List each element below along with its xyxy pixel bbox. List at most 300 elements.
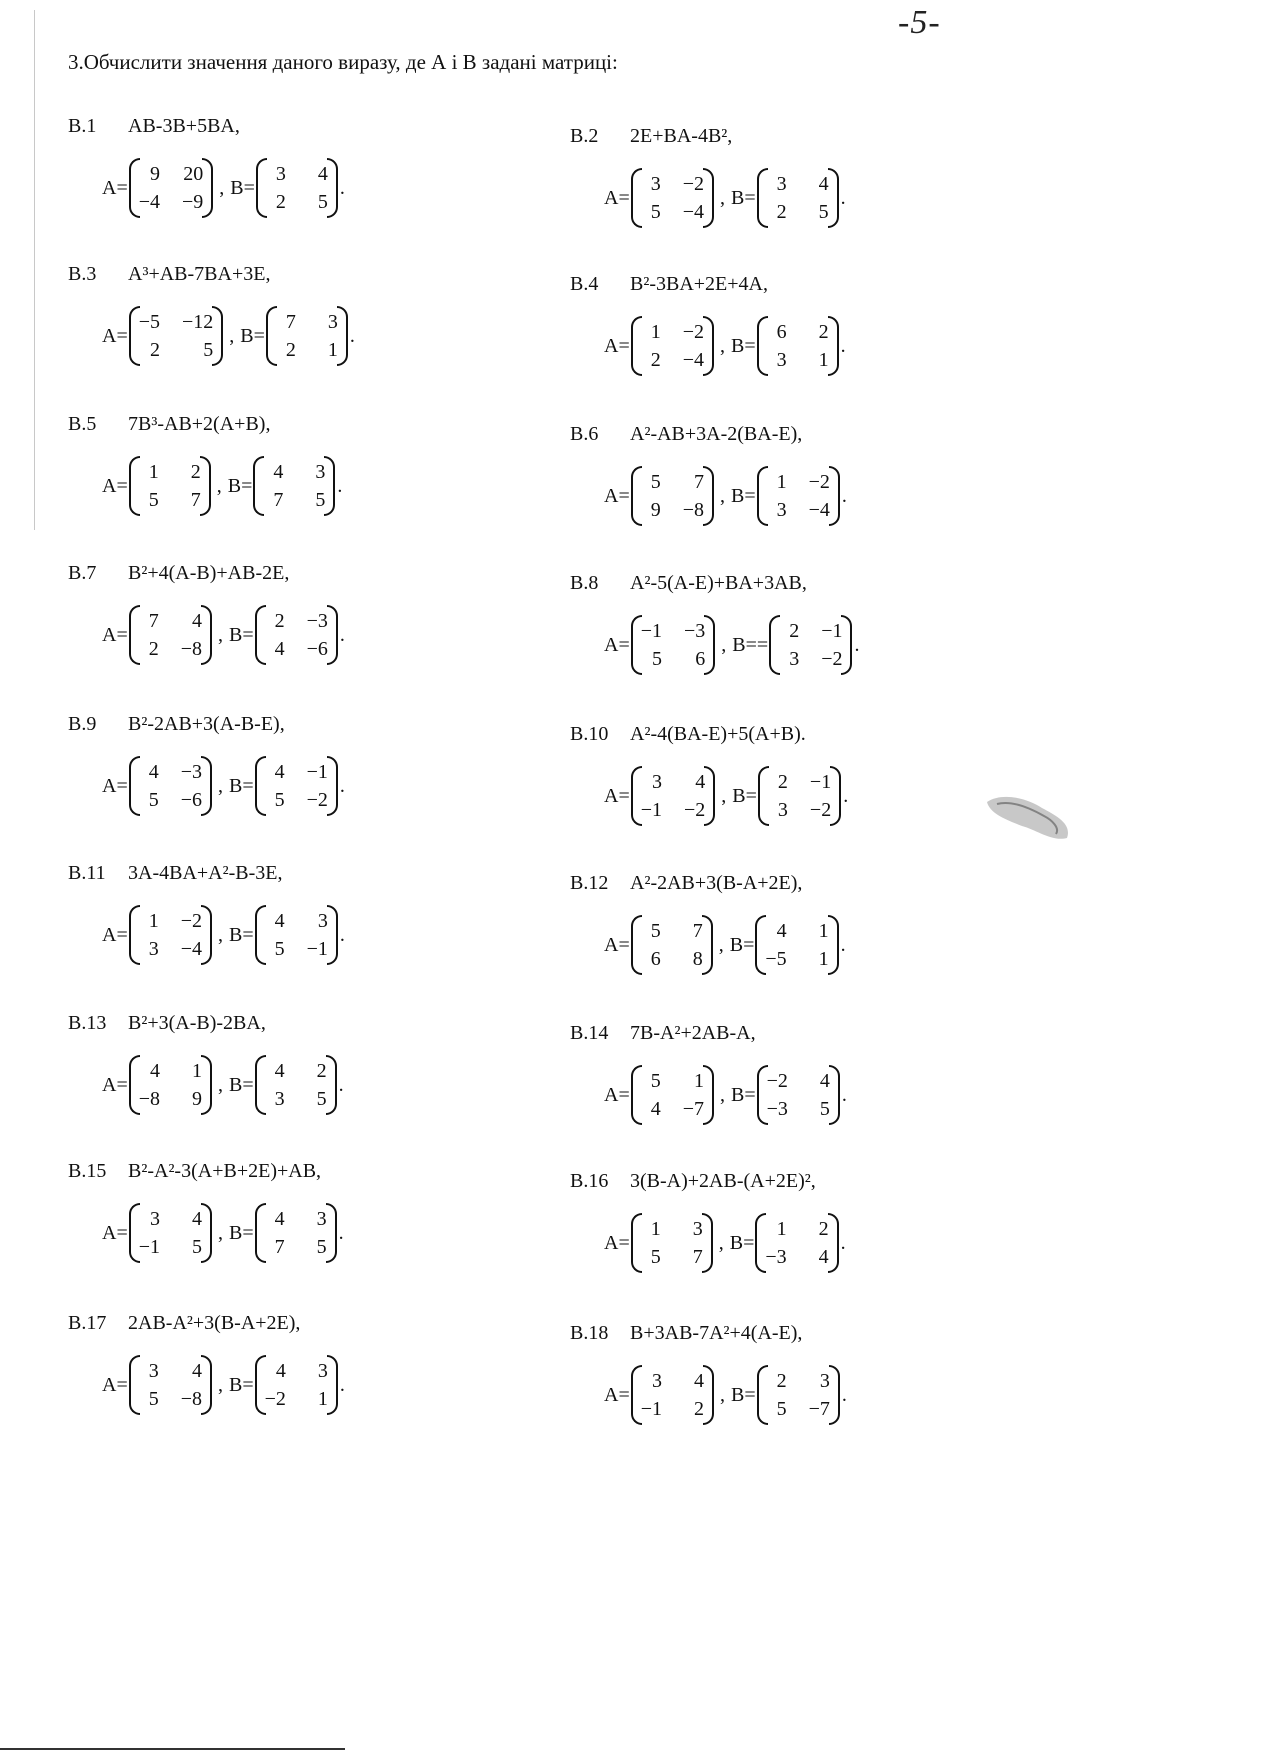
matrix-b — [266, 306, 348, 366]
matrix-cell: −1 — [640, 799, 663, 821]
variant — [68, 562, 548, 665]
variant-title — [68, 263, 548, 286]
comma: , — [720, 334, 726, 357]
variant-label: В.2 — [570, 125, 599, 147]
matrix-cell: 5 — [652, 648, 663, 670]
matrix-b-label: B= — [731, 1083, 756, 1106]
matrix-a-label: A= — [604, 1083, 630, 1106]
matrix-cell: 1 — [818, 948, 829, 970]
matrix-cell: 4 — [150, 1060, 161, 1082]
variant-matrices — [102, 905, 548, 965]
matrix-cell: 4 — [274, 1208, 285, 1230]
matrix-cell: 3 — [776, 499, 787, 521]
matrix-b — [757, 316, 839, 376]
matrix-cell: 9 — [192, 1088, 203, 1110]
matrix-cell: −2 — [684, 799, 706, 821]
matrix-a — [631, 1365, 714, 1425]
variant-matrices — [604, 1065, 1050, 1125]
matrix-a-label: A= — [102, 1221, 128, 1244]
matrix-cell: 5 — [650, 1070, 661, 1092]
matrix-cell: 1 — [192, 1060, 203, 1082]
end-period: . — [840, 1231, 846, 1254]
matrix-cell: 1 — [818, 920, 829, 942]
variant-expression: A³+AB-7BA+3E, — [128, 263, 271, 285]
matrix-cell: 2 — [316, 1060, 327, 1082]
variant-label: В.8 — [570, 572, 599, 594]
end-period: . — [339, 176, 345, 199]
matrix-cell: 5 — [274, 938, 285, 960]
matrix-a — [631, 766, 716, 826]
variant — [68, 713, 548, 816]
matrix-cell: −1 — [306, 761, 328, 783]
matrix-cell: 1 — [694, 1070, 705, 1092]
matrix-cell: 3 — [316, 1208, 327, 1230]
matrix-cell: 2 — [148, 638, 159, 660]
matrix-cell: 2 — [694, 1398, 705, 1420]
matrix-cell: 4 — [148, 761, 159, 783]
matrix-cell: 3 — [652, 1370, 663, 1392]
matrix-cell: −2 — [766, 1070, 788, 1092]
end-period: . — [841, 1083, 847, 1106]
matrix-cell: 5 — [650, 471, 661, 493]
matrix-a — [631, 466, 714, 526]
matrix-cell: 1 — [327, 339, 338, 361]
variant-label: В.11 — [68, 862, 106, 884]
matrix-cell: 9 — [650, 499, 661, 521]
matrix-b-label: B= — [729, 1231, 755, 1254]
comma: , — [216, 474, 222, 497]
matrix-cell: 2 — [818, 321, 829, 343]
variant-expression: A²-2AB+3(B-A+2E), — [630, 872, 803, 894]
end-period: . — [840, 334, 846, 357]
matrix-a-label: A= — [102, 1373, 128, 1396]
variant-expression: B²+4(A-B)+AB-2E, — [128, 562, 290, 584]
variant-expression: A²-AB+3A-2(BA-E), — [630, 423, 803, 445]
variant — [570, 572, 1050, 675]
end-period: . — [339, 623, 345, 646]
matrix-cell: 4 — [819, 1070, 830, 1092]
matrix-cell: 3 — [776, 173, 787, 195]
comma: , — [720, 186, 726, 209]
matrix-cell: 5 — [317, 191, 328, 213]
matrix-a-label: A= — [102, 923, 128, 946]
variant-title — [570, 273, 1050, 296]
matrix-cell: 5 — [315, 489, 326, 511]
variant-title — [68, 1012, 548, 1035]
matrix-cell: 4 — [275, 1360, 286, 1382]
variant-label: В.1 — [68, 115, 97, 137]
variant-label: В.10 — [570, 723, 609, 745]
matrix-cell: 4 — [274, 1060, 285, 1082]
matrix-cell: 1 — [650, 321, 661, 343]
matrix-b-label: B= — [732, 784, 757, 807]
end-period: . — [843, 784, 849, 807]
variant-title — [570, 1170, 1050, 1193]
variant-matrices — [102, 605, 548, 665]
variant-matrices — [604, 915, 1050, 975]
matrix-cell: −3 — [766, 1098, 788, 1120]
matrix-b-label: B= — [229, 774, 254, 797]
matrix-a-label: A= — [604, 633, 630, 656]
comma: , — [218, 1373, 224, 1396]
comma: , — [218, 774, 224, 797]
end-period: . — [338, 1073, 344, 1096]
end-period: . — [841, 1383, 847, 1406]
matrix-b-label: B= — [731, 186, 756, 209]
matrix-cell: −1 — [809, 771, 832, 793]
matrix-cell: 3 — [274, 1088, 285, 1110]
comma: , — [718, 933, 724, 956]
matrix-cell: 3 — [650, 173, 661, 195]
matrix-cell: 4 — [274, 638, 285, 660]
variant — [68, 115, 548, 218]
task-heading: 3.Обчислити значення даного виразу, де А і В задані матриці: — [68, 50, 618, 74]
matrix-cell: 5 — [148, 1388, 159, 1410]
variant-matrices — [102, 1055, 548, 1115]
matrix-a — [129, 1203, 212, 1263]
matrix-cell: 3 — [148, 938, 159, 960]
matrix-a-label: A= — [604, 1383, 630, 1406]
matrix-cell: 3 — [776, 349, 787, 371]
matrix-a-label: A= — [604, 186, 630, 209]
matrix-cell: 7 — [273, 489, 284, 511]
variant-expression: 7B³-AB+2(A+B), — [128, 413, 271, 435]
variant-expression: 2E+BA-4B², — [630, 125, 733, 147]
matrix-cell: −2 — [306, 789, 328, 811]
variant — [68, 862, 548, 965]
comma: , — [720, 1383, 726, 1406]
matrix-cell: 4 — [694, 1370, 705, 1392]
variant-expression: B²-3BA+2E+4A, — [630, 273, 768, 295]
matrix-b-label: B= — [230, 176, 255, 199]
matrix-cell: 3 — [315, 461, 326, 483]
variant — [570, 125, 1050, 228]
matrix-cell: −1 — [821, 620, 843, 642]
variant-title — [570, 872, 1050, 895]
matrix-cell: 5 — [650, 1246, 661, 1268]
matrix-cell: −3 — [765, 1246, 787, 1268]
matrix-cell: 1 — [148, 910, 159, 932]
matrix-cell: −2 — [808, 471, 830, 493]
matrix-b — [755, 1213, 838, 1273]
matrix-cell: 3 — [275, 163, 286, 185]
matrix-cell: 3 — [819, 1370, 830, 1392]
matrix-cell: −5 — [765, 948, 787, 970]
matrix-cell: 7 — [692, 1246, 703, 1268]
matrix-cell: 2 — [274, 610, 285, 632]
matrix-a — [129, 905, 212, 965]
variant — [68, 413, 548, 516]
matrix-cell: 3 — [327, 311, 338, 333]
variant-expression: B²+3(A-B)-2BA, — [128, 1012, 266, 1034]
matrix-cell: 4 — [650, 1098, 661, 1120]
matrix-cell: 2 — [275, 191, 286, 213]
matrix-b-label: B= — [229, 623, 254, 646]
matrix-cell: −3 — [306, 610, 328, 632]
matrix-cell: 3 — [652, 771, 663, 793]
matrix-a — [129, 456, 211, 516]
matrix-cell: 4 — [273, 461, 284, 483]
comma: , — [720, 484, 726, 507]
matrix-cell: −8 — [180, 638, 203, 660]
matrix-cell: 5 — [192, 1236, 203, 1258]
matrix-b — [255, 605, 338, 665]
variant-label: В.13 — [68, 1012, 107, 1034]
matrix-a — [631, 1213, 713, 1273]
matrix-cell: 5 — [776, 1398, 787, 1420]
variant-title — [570, 1322, 1050, 1345]
variant-title — [68, 562, 548, 585]
matrix-a — [631, 1065, 714, 1125]
variant-expression: 2AB-A²+3(B-A+2E), — [128, 1312, 301, 1334]
matrix-cell: 20 — [183, 163, 204, 185]
matrix-cell: 6 — [776, 321, 787, 343]
variant-label: В.6 — [570, 423, 599, 445]
matrix-cell: 1 — [650, 1218, 661, 1240]
end-period: . — [339, 1373, 345, 1396]
matrix-cell: −2 — [180, 910, 203, 932]
matrix-cell: −4 — [682, 201, 705, 223]
matrix-cell: −6 — [180, 789, 203, 811]
matrix-a-label: A= — [102, 1073, 128, 1096]
variant-label: В.3 — [68, 263, 97, 285]
matrix-b-label: B= — [731, 334, 756, 357]
variant-expression: A²-4(BA-E)+5(A+B). — [630, 723, 806, 745]
comma: , — [721, 784, 727, 807]
matrix-cell: 7 — [285, 311, 296, 333]
variant — [570, 1022, 1050, 1125]
variant-title — [68, 1312, 548, 1335]
matrix-b-label: B= — [240, 324, 265, 347]
matrix-cell: 8 — [692, 948, 703, 970]
end-period: . — [854, 633, 860, 656]
matrix-b — [757, 1065, 840, 1125]
matrix-cell: 3 — [692, 1218, 703, 1240]
variant-label: В.5 — [68, 413, 97, 435]
matrix-cell: −4 — [808, 499, 830, 521]
matrix-cell: −2 — [264, 1388, 286, 1410]
matrix-cell: −4 — [682, 349, 705, 371]
variant-expression: B²-A²-3(A+B+2E)+AB, — [128, 1160, 322, 1182]
matrix-cell: −12 — [182, 311, 214, 333]
variant-expression: B+3AB-7A²+4(A-E), — [630, 1322, 803, 1344]
variant-expression: 7B-A²+2AB-A, — [630, 1022, 756, 1044]
matrix-a — [129, 756, 212, 816]
matrix-a-label: A= — [604, 933, 630, 956]
matrix-cell: −1 — [306, 938, 328, 960]
comma: , — [721, 633, 727, 656]
matrix-cell: 7 — [694, 471, 705, 493]
matrix-cell: −5 — [138, 311, 161, 333]
matrix-cell: 3 — [317, 910, 328, 932]
matrix-cell: −3 — [180, 761, 203, 783]
matrix-cell: 1 — [317, 1388, 328, 1410]
matrix-cell: 1 — [776, 471, 787, 493]
end-period: . — [841, 484, 847, 507]
matrix-cell: −2 — [821, 648, 843, 670]
variant-matrices — [102, 1355, 548, 1415]
variant-matrices — [604, 615, 1050, 675]
variant-title — [68, 862, 548, 885]
matrix-cell: 4 — [818, 1246, 829, 1268]
matrix-b — [757, 1365, 840, 1425]
matrix-cell: −8 — [682, 499, 705, 521]
matrix-b — [255, 1055, 337, 1115]
variant — [570, 723, 1050, 826]
matrix-cell: −9 — [182, 191, 204, 213]
matrix-cell: 5 — [148, 489, 159, 511]
matrix-a — [129, 1355, 212, 1415]
matrix-cell: 1 — [148, 461, 159, 483]
comma: , — [229, 324, 235, 347]
matrix-cell: 9 — [150, 163, 161, 185]
variant — [570, 1322, 1050, 1425]
variant-title — [570, 423, 1050, 446]
matrix-cell: 7 — [190, 489, 201, 511]
variant-matrices — [102, 756, 548, 816]
comma: , — [219, 176, 225, 199]
matrix-cell: 7 — [148, 610, 159, 632]
matrix-cell: −2 — [809, 799, 832, 821]
variant-matrices — [604, 316, 1050, 376]
matrix-cell: 2 — [777, 771, 788, 793]
variant-label: В.7 — [68, 562, 97, 584]
comma: , — [718, 1231, 724, 1254]
matrix-cell: 4 — [192, 1360, 203, 1382]
variant-title — [570, 723, 1050, 746]
variant — [68, 263, 548, 366]
variant — [570, 872, 1050, 975]
matrix-cell: 2 — [776, 1370, 787, 1392]
variant-expression: AB-3B+5BA, — [128, 115, 240, 137]
matrix-cell: 3 — [150, 1208, 161, 1230]
matrix-cell: −1 — [640, 1398, 663, 1420]
matrix-cell: 4 — [274, 761, 285, 783]
matrix-b-label: B= — [229, 1221, 254, 1244]
matrix-cell: −2 — [682, 173, 705, 195]
matrix-a-label: A= — [604, 334, 630, 357]
variant-matrices — [102, 158, 548, 218]
matrix-cell: 5 — [148, 789, 159, 811]
matrix-cell: 3 — [789, 648, 800, 670]
matrix-cell: 2 — [818, 1218, 829, 1240]
matrix-cell: 3 — [148, 1360, 159, 1382]
matrix-cell: 2 — [150, 339, 161, 361]
comma: , — [218, 923, 224, 946]
matrix-b-label: B= — [229, 1373, 254, 1396]
matrix-cell: 4 — [776, 920, 787, 942]
matrix-cell: 5 — [650, 201, 661, 223]
variant-label: В.18 — [570, 1322, 609, 1344]
matrix-cell: 2 — [650, 349, 661, 371]
matrix-a-label: A= — [604, 1231, 630, 1254]
matrix-cell: 2 — [789, 620, 800, 642]
matrix-cell: −1 — [640, 620, 663, 642]
variant-label: В.16 — [570, 1170, 609, 1192]
variant — [570, 1170, 1050, 1273]
matrix-cell: −2 — [682, 321, 705, 343]
variant-matrices — [604, 168, 1050, 228]
comma: , — [218, 623, 224, 646]
matrix-b — [256, 158, 338, 218]
matrix-b — [255, 1355, 338, 1415]
matrix-cell: 7 — [692, 920, 703, 942]
end-period: . — [840, 933, 846, 956]
variant — [68, 1160, 548, 1263]
matrix-cell: −6 — [306, 638, 328, 660]
matrix-cell: 2 — [285, 339, 296, 361]
matrix-cell: 2 — [190, 461, 201, 483]
matrix-b — [758, 766, 841, 826]
matrix-b-label: B= — [731, 484, 756, 507]
matrix-b-label: B= — [227, 474, 253, 497]
variant-label: В.17 — [68, 1312, 107, 1334]
matrix-b — [255, 905, 338, 965]
matrix-b-label: B= — [229, 1073, 254, 1096]
end-period: . — [339, 923, 345, 946]
variant-title — [68, 713, 548, 736]
matrix-a — [631, 168, 714, 228]
matrix-b — [757, 168, 839, 228]
matrix-b — [757, 466, 840, 526]
variant-matrices — [102, 456, 548, 516]
variant-matrices — [102, 306, 548, 366]
matrix-cell: 5 — [274, 789, 285, 811]
matrix-cell: 5 — [316, 1088, 327, 1110]
matrix-cell: 3 — [317, 1360, 328, 1382]
matrix-cell: 4 — [695, 771, 706, 793]
matrix-cell: −8 — [138, 1088, 161, 1110]
variant-matrices — [604, 466, 1050, 526]
matrix-a — [129, 605, 212, 665]
variant-expression: A²-5(A-E)+BA+3AB, — [630, 572, 807, 594]
matrix-cell: 6 — [695, 648, 706, 670]
variant-expression: B²-2AB+3(A-B-E), — [128, 713, 285, 735]
variant-label: В.15 — [68, 1160, 107, 1182]
matrix-a — [129, 306, 224, 366]
matrix-a — [129, 158, 214, 218]
variant-label: В.4 — [570, 273, 599, 295]
scan-bottom-line — [0, 1748, 345, 1750]
matrix-cell: 4 — [818, 173, 829, 195]
matrix-cell: 4 — [192, 1208, 203, 1230]
variant — [570, 423, 1050, 526]
matrix-cell: 6 — [650, 948, 661, 970]
matrix-cell: 5 — [316, 1236, 327, 1258]
variant-matrices — [604, 1365, 1050, 1425]
variant-expression: 3(B-A)+2AB-(A+2E)², — [630, 1170, 816, 1192]
matrix-cell: 4 — [274, 910, 285, 932]
variant-label: В.14 — [570, 1022, 609, 1044]
end-period: . — [349, 324, 355, 347]
matrix-cell: −3 — [684, 620, 706, 642]
end-period: . — [337, 474, 343, 497]
matrix-cell: 5 — [818, 201, 829, 223]
matrix-a-label: A= — [102, 623, 128, 646]
matrix-cell: −7 — [808, 1398, 830, 1420]
matrix-b-label: B== — [732, 633, 769, 656]
variant-expression: 3A-4BA+A²-B-3E, — [128, 862, 283, 884]
matrix-cell: 4 — [192, 610, 203, 632]
matrix-cell: 1 — [818, 349, 829, 371]
matrix-cell: 5 — [203, 339, 214, 361]
matrix-cell: 4 — [317, 163, 328, 185]
matrix-a — [631, 915, 713, 975]
matrix-b — [755, 915, 838, 975]
matrix-cell: −7 — [682, 1098, 705, 1120]
variant — [68, 1312, 548, 1415]
matrix-cell: 3 — [777, 799, 788, 821]
